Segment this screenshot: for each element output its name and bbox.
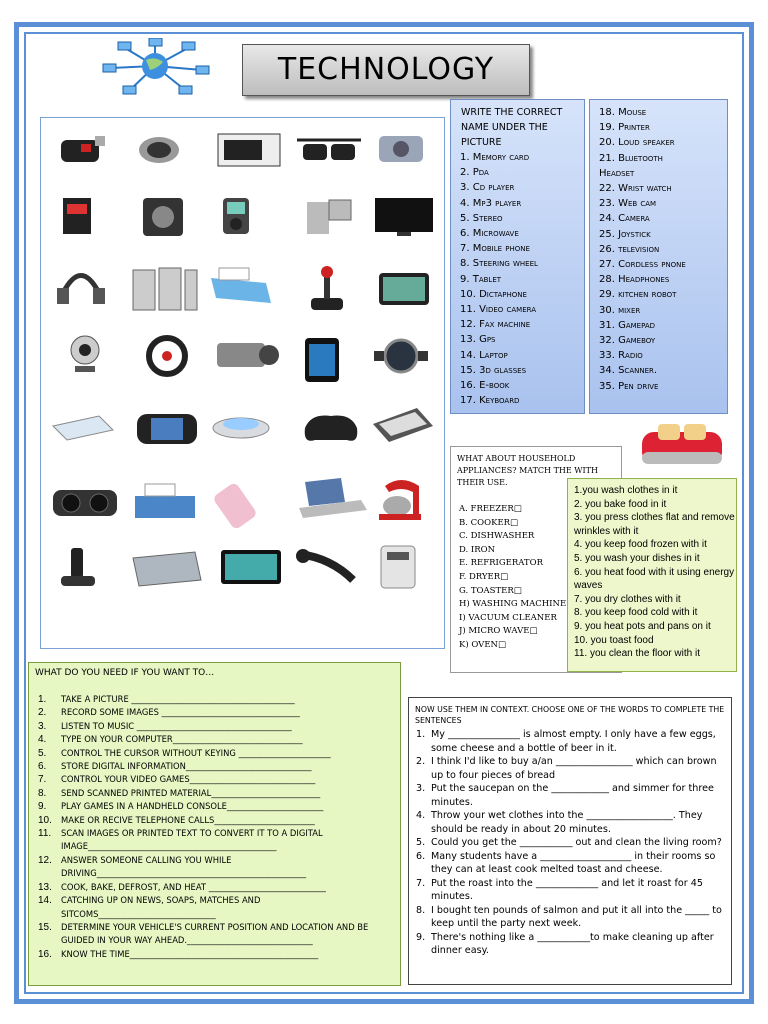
memory-card-icon xyxy=(63,198,91,234)
vocab-item: 4. Mp3 player xyxy=(460,197,522,209)
vocab-item: 35. Pen drive xyxy=(599,380,659,392)
appliance-item: G. TOASTER□ xyxy=(459,585,522,596)
needs-item: 14. CATCHING UP ON NEWS, SOAPS, MATCHES AND SITCOMS____________________________ xyxy=(38,895,261,919)
pc-icon xyxy=(307,200,351,234)
vocab-item: 31. Gamepad xyxy=(599,319,656,331)
vocab-item: 2. Pda xyxy=(460,167,489,179)
vocab-item: 10. Dictaphone xyxy=(460,288,527,300)
sentence-item: 7. Put the roast into the _____________ and let it roast for 45 minutes. xyxy=(416,877,703,902)
sentence-item: 6. Many students have a ___________________ in their rooms so they can at least cook melted toast and cheese. xyxy=(416,850,716,875)
appliance-item: J) MICRO WAVE□ xyxy=(459,626,538,637)
sentence-item: 3. Put the saucepan on the ____________ and simmer for three minutes. xyxy=(416,783,714,808)
pen-drive-icon xyxy=(61,136,105,162)
use-item: 4. you keep food frozen with it xyxy=(574,539,707,551)
vocab-item: 6. Microwave xyxy=(460,228,519,240)
tablet-icon xyxy=(305,338,339,382)
mouse-icon xyxy=(139,137,179,163)
device-pictures xyxy=(41,118,444,648)
appliance-item: F. DRYER□ xyxy=(459,571,509,582)
vocabulary-list-1 xyxy=(450,99,585,414)
appliance-item: I) VACUUM CLEANER xyxy=(459,612,557,623)
needs-item: 9. PLAY GAMES IN A HANDHELD CONSOLE_______________________ xyxy=(38,801,324,813)
use-item: 9. you heat pots and pans on it xyxy=(574,620,711,632)
use-item: 3. you press clothes flat and remove wrinkles with it xyxy=(574,512,735,537)
appliance-uses-box xyxy=(567,478,737,672)
vocab-item: 30. mixer xyxy=(599,304,641,316)
appliance-item: K) OVEN□ xyxy=(459,639,506,650)
sentence-item: 8. I bought ten pounds of salmon and put it all into the _____ to keep until the party next week. xyxy=(416,904,722,929)
needs-item: 4. TYPE ON YOUR COMPUTER_______________________________ xyxy=(38,734,303,746)
context-sentences-box xyxy=(408,697,732,985)
printer-icon xyxy=(211,268,271,303)
toaster-icon xyxy=(638,422,726,466)
appliance-item: B. COOKER□ xyxy=(459,517,519,528)
needs-item: 15. DETERMINE YOUR VEHICLE'S CURRENT POSITION AND LOCATION AND BE GUIDED IN YOUR WAY AHEAD.______________________________ xyxy=(38,921,369,946)
scanner-icon xyxy=(53,416,113,440)
vocab-item: 14. Laptop xyxy=(460,349,508,361)
needs-item: 13. COOK, BAKE, DEFROST, AND HEAT ____________________________ xyxy=(38,881,326,893)
sentence-item: 4. Throw your wet clothes into the __________________. They should be ready in about 20 minutes. xyxy=(416,810,703,835)
vocab-item: 25. Joystick xyxy=(599,228,651,240)
needs-item: 2. RECORD SOME IMAGES _________________________________ xyxy=(38,707,300,719)
3d-glasses-icon xyxy=(297,140,361,160)
vocab-item: 28. Headphones xyxy=(599,274,670,286)
stereo-icon xyxy=(143,198,183,236)
vocab-item: 11. Video camera xyxy=(460,304,536,316)
vocab-item: 29. kitchen robot xyxy=(599,289,677,301)
use-item: 5. you wash your dishes in it xyxy=(574,552,700,564)
use-item: 11. you clean the floor with it xyxy=(574,648,700,660)
vocab-item: 1. Memory card xyxy=(460,152,530,163)
needs-item: 12. ANSWER SOMEONE CALLING YOU WHILE DRIVING__________________________________________________ xyxy=(38,854,307,879)
vocabulary-list-2 xyxy=(589,99,728,414)
vocab-item: 26. television xyxy=(599,243,660,255)
radio-icon xyxy=(53,490,117,516)
vocab-item: 32. Gameboy xyxy=(599,335,656,347)
vocab-item: 22. Wrist watch xyxy=(599,183,672,195)
sentence-item: 9. There's nothing like a ___________to make cleaning up after dinner easy. xyxy=(416,931,714,956)
needs-item: 5. CONTROL THE CURSOR WITHOUT KEYING ______________________ xyxy=(38,747,331,759)
kitchen-robot-icon xyxy=(379,480,421,520)
use-item: 8. you keep food cold with it xyxy=(574,607,698,619)
vocab-item: Headset xyxy=(599,167,635,179)
use-item: 2. you bake food in it xyxy=(574,498,667,510)
appliance-item: D. IRON xyxy=(459,544,496,555)
vocab-item: 12. Fax machine xyxy=(460,319,531,331)
network-globe-icon xyxy=(100,38,210,98)
vocab-item: 19. Printer xyxy=(599,122,650,134)
e-book-icon xyxy=(373,408,433,442)
vocab-item: 34. Scanner. xyxy=(599,365,658,377)
keyboard-icon xyxy=(133,552,201,586)
mp3-player-icon xyxy=(223,198,249,234)
dictaphone-icon xyxy=(212,482,258,531)
needs-item: 10. MAKE OR RECIVE TELEPHONE CALLS________________________ xyxy=(38,814,315,826)
web-cam-icon xyxy=(71,336,99,372)
appliance-item: E. REFRIGERATOR xyxy=(459,558,543,569)
vocab-item: 8. Steering wheel xyxy=(460,258,538,270)
video-camera-icon xyxy=(217,343,279,367)
vocab-item: 23. Web cam xyxy=(599,198,657,210)
needs-item: 8. SEND SCANNED PRINTED MATERIAL__________________________ xyxy=(38,787,321,799)
bluetooth-headset-icon xyxy=(296,549,353,580)
vocab-item: 27. Cordless pnone xyxy=(599,259,686,271)
context-heading: NOW USE THEM IN CONTEXT. CHOOSE ONE OF THE WORDS TO COMPLETE THE SENTENCES xyxy=(415,705,725,725)
headphones-icon xyxy=(57,276,105,305)
gameboy-icon xyxy=(137,414,197,444)
vocab-item: 5. Stereo xyxy=(460,212,503,224)
use-item: 6. you heat food with it using energy waves xyxy=(574,566,735,592)
camera-icon xyxy=(379,136,423,162)
needs-item: 7. CONTROL YOUR VIDEO GAMES______________________________ xyxy=(38,774,316,786)
television-icon xyxy=(375,198,433,236)
mixer-icon xyxy=(381,546,415,588)
needs-item: 11. SCAN IMAGES OR PRINTED TEXT TO CONVERT IT TO A DIGITAL IMAGE_____________________________________________ xyxy=(38,828,323,852)
use-item: 10. you toast food xyxy=(574,634,654,646)
page-title: TECHNOLOGY xyxy=(242,44,530,96)
sentence-item: 2. I think I'd like to buy a/an ________________ which can brown up to four pieces of bread xyxy=(416,756,717,781)
sentence-item: 1. My _______________ is almost empty. I only have a few eggs, some cheese and a bottle of beer in it. xyxy=(416,729,716,754)
what-do-you-need-box xyxy=(28,662,401,986)
sentence-item: 5. Could you get the ___________ out and clean the living room? xyxy=(416,837,722,848)
vocab-item: 33. Radio xyxy=(599,350,643,362)
needs-item: 1. TAKE A PICTURE _______________________________________ xyxy=(38,694,295,705)
vocab-item: 24. Camera xyxy=(599,213,650,225)
needs-item: 16. KNOW THE TIME_____________________________________________ xyxy=(38,948,319,960)
appliance-item: H) WASHING MACHINE xyxy=(459,599,567,610)
write-instructions: WRITE THE CORRECT NAME UNDER THE PICTURE xyxy=(461,107,563,148)
vocab-item: 7. Mobile phone xyxy=(460,243,530,255)
wrist-watch-icon xyxy=(374,340,428,372)
cd-player-icon xyxy=(213,418,269,438)
vocab-item: 3. Cd player xyxy=(460,182,515,194)
vocab-item: 21. Bluetooth xyxy=(599,152,663,164)
fax-machine-icon xyxy=(135,484,195,518)
vocab-item: 20. Loud speaker xyxy=(599,137,675,149)
laptop-icon xyxy=(299,478,367,518)
needs-item: 3. LISTEN TO MUSIC _____________________________________ xyxy=(38,720,292,732)
needs-heading: WHAT DO YOU NEED IF YOU WANT TO… xyxy=(35,668,215,678)
appliance-item: C. DISHWASHER xyxy=(459,531,535,542)
vocab-item: 16. E-book xyxy=(460,380,510,392)
pda-icon xyxy=(221,550,281,584)
household-question: WHAT ABOUT HOUSEHOLD APPLIANCES? MATCH THE WITH THEIR USE. xyxy=(457,454,598,487)
vocab-item: 9. Tablet xyxy=(460,273,502,285)
needs-item: 6. STORE DIGITAL INFORMATION______________________________ xyxy=(38,761,312,773)
vocab-item: 13. Gps xyxy=(460,334,496,346)
appliance-item: A. FREEZER□ xyxy=(459,504,522,514)
picture-grid xyxy=(40,117,445,649)
vocab-item: 18. Mouse xyxy=(599,107,647,118)
gamepad-icon xyxy=(305,416,358,441)
gps-icon xyxy=(379,273,429,305)
microwave-icon xyxy=(218,134,280,166)
loud-speaker-icon xyxy=(133,268,197,310)
vocab-item: 17. Keyboard xyxy=(460,395,520,407)
cordless-phone-icon xyxy=(61,548,95,586)
vocab-item: 15. 3d glasses xyxy=(460,364,527,376)
use-item: 1.you wash clothes in it xyxy=(574,485,678,496)
steering-wheel-icon xyxy=(149,338,185,374)
joystick-icon xyxy=(311,266,343,310)
use-item: 7. you dry clothes with it xyxy=(574,593,681,605)
